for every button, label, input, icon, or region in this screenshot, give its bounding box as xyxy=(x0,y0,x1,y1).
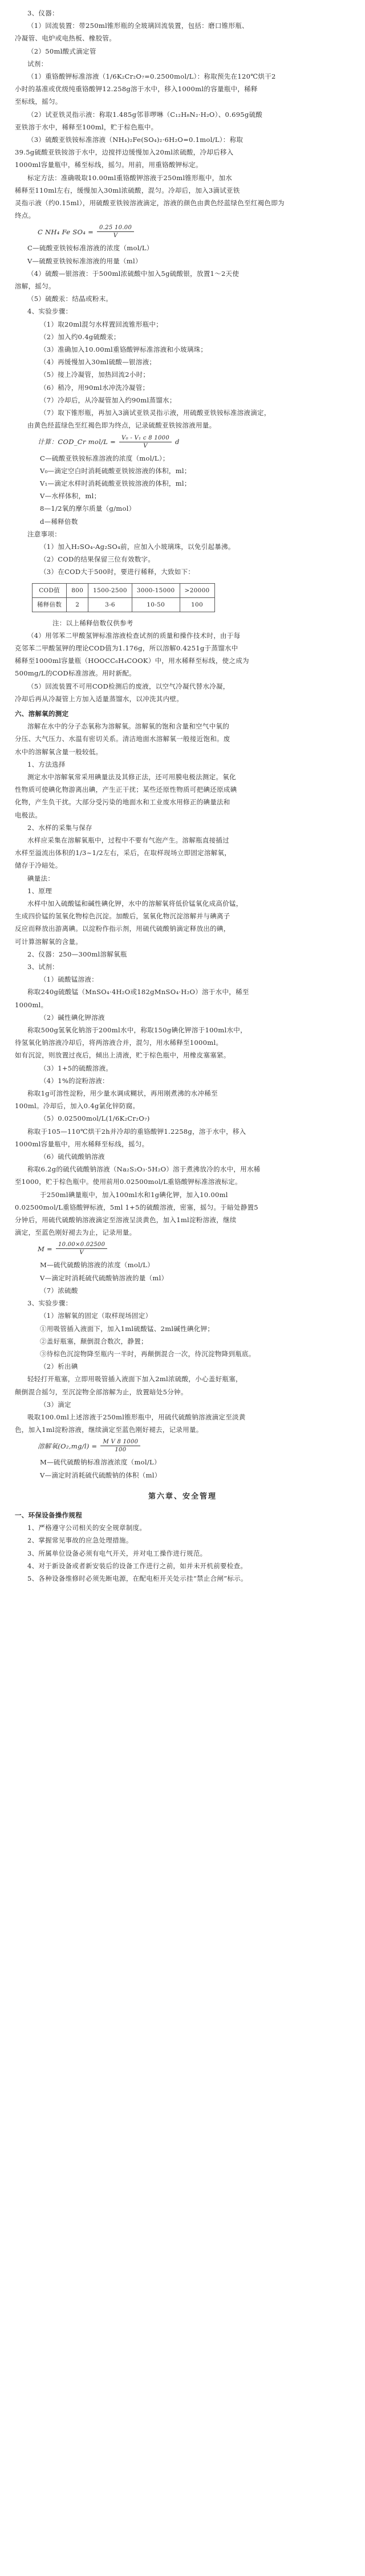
text-line: 水样中加入硫酸锰和碱性碘化钾，水中的溶解氧将低价锰氧化成高价锰， xyxy=(27,900,243,907)
text-line: （5）回流装置不可用COD检测后的废液，以空气冷凝代替水冷凝， xyxy=(27,682,230,690)
table-cell: 稀释倍数 xyxy=(33,597,67,612)
text-line: （2）试亚铁灵指示液：称取1.485g邻菲啰啉（C₁₂H₈N₂·H₂O）、0.695g硫酸 xyxy=(27,110,263,119)
do-variables-section xyxy=(15,1456,350,1481)
text-line: （2）碱性碘化钾溶液 xyxy=(40,1013,105,1022)
formula-lhs: C NH₄ Fe SO₄ = xyxy=(38,227,94,236)
chapter-title-safety: 第六章、安全管理 xyxy=(148,1492,217,1501)
safety-rules-section xyxy=(15,1521,350,1585)
table-cell: 3-6 xyxy=(88,597,132,612)
text-line: 4、对于新设备或者新安装后的设备工作进行之前，如并未开机前要检查。 xyxy=(27,1561,248,1570)
text-line: 称取于105—110℃烘干2h并冷却的重铬酸钾1.2258g，溶于水中，移入 xyxy=(27,1127,246,1136)
table-cell: 10-50 xyxy=(132,597,180,612)
formula-numerator: 0.25 10.00 xyxy=(97,224,134,232)
reagent-steps-section xyxy=(15,242,350,432)
text-line: 小时的基准或优级纯重铬酸钾12.258g溶于水中，移入1000ml的容量瓶中，稀释 xyxy=(15,85,258,93)
text-line: 终点。 xyxy=(15,211,35,220)
text-line: 水中的溶解氧含量一般较低。 xyxy=(15,747,103,756)
text-line: V—硫酸亚铁铵标准溶液的用量（ml） xyxy=(27,257,142,265)
text-line: （5）接上冷凝管，加热回流2小时； xyxy=(40,371,150,379)
text-line: 亚铁溶于水中，稀释至100ml，贮于棕色瓶中。 xyxy=(15,123,158,131)
text-line: 滴定，至蓝色刚好褪去为止，记录用量。 xyxy=(15,1228,136,1237)
text-line: 3、实验步骤： xyxy=(27,1299,72,1308)
table-cell: 800 xyxy=(67,583,88,597)
text-line: 5、各种设备维修时必须先断电源，在配电柜开关处示挂“禁止合闸”标示。 xyxy=(27,1574,248,1582)
cod-notes-continued xyxy=(15,617,350,705)
text-line: （2）50ml酸式滴定管 xyxy=(27,47,96,55)
section-title-dissolved-oxygen: 六、溶解氧的测定 xyxy=(15,709,69,718)
text-line: （6）稍冷，用90ml水冲洗冷凝管； xyxy=(40,383,149,392)
formula-suffix: d xyxy=(175,437,180,446)
text-line: 称取1g可溶性淀粉，用少量水调成糊状，再用刚煮沸的水冲稀至 xyxy=(27,1089,218,1098)
text-line: （3）准确加入10.00ml重铬酸钾标准溶液和小玻璃珠； xyxy=(40,345,208,354)
text-line: 3、试剂： xyxy=(27,963,59,971)
text-line: V—滴定时消耗硫代硫酸钠溶液的量（ml） xyxy=(40,1273,168,1282)
text-line: 稀释至110ml左右，缓慢加入30ml浓硫酸，混匀。冷却后，加入3滴试亚铁 xyxy=(15,186,240,194)
text-line: C—硫酸亚铁铵标准溶液的浓度（mol/L） xyxy=(27,244,153,253)
text-line: 稀释至1000ml容量瓶（HOOCC₆H₄COOK）中，用水稀释至标线，使之成为 xyxy=(15,657,249,665)
text-line: 标定方法：准确吸取10.00ml重铬酸钾溶液于250ml锥形瓶中，加水 xyxy=(27,173,233,182)
text-line: 注意事项： xyxy=(27,530,61,538)
text-line: （1）硫酸锰溶液： xyxy=(40,975,99,984)
text-line: 溶解，摇匀。 xyxy=(15,282,55,291)
formula-dissolved-oxygen xyxy=(15,1438,350,1454)
table-row xyxy=(33,597,215,612)
text-line: （2）加入约0.4g硫酸汞； xyxy=(40,332,120,341)
formula-fraction xyxy=(119,434,172,450)
text-line: （2）析出碘 xyxy=(40,1362,78,1371)
do-steps-section xyxy=(15,1259,350,1436)
text-line: （1）溶解氧的固定（取样现场固定） xyxy=(40,1312,152,1320)
text-line: M—硫代硫酸钠标准溶液浓度（mol/L） xyxy=(40,1458,161,1467)
text-line: 试剂： xyxy=(27,59,48,68)
text-line: 颠倒混合摇匀，至沉淀物全部溶解为止，放置暗处5分钟。 xyxy=(15,1387,188,1396)
text-line: 电极法。 xyxy=(15,811,42,819)
instrument-reagent-section xyxy=(15,7,350,222)
cod-dilution-table xyxy=(32,583,215,612)
table-cell: 1500-2500 xyxy=(88,583,132,597)
text-line: 1000ml容量瓶中，稀至标线，摇匀。用前，用重铬酸钾标定。 xyxy=(15,161,202,169)
text-line: 可计算溶解氧的含量。 xyxy=(15,937,82,946)
text-line: 8—1/2氧的摩尔质量（g/mol） xyxy=(40,504,136,513)
text-line: 2、仪器：250—300ml溶解氧瓶 xyxy=(27,950,127,958)
formula-ferrous-concentration xyxy=(15,224,350,239)
formula-fraction xyxy=(56,1241,107,1256)
text-line: 称取6.2g的硫代硫酸钠溶液（Na₂S₂O₃·5H₂O）溶于煮沸放冷的水中，用水稀 xyxy=(27,1165,261,1174)
text-line: （7）冷却后，从冷凝管加入约90ml蒸馏水； xyxy=(40,396,176,404)
text-line: 称取240g硫酸锰（MnSO₄·4H₂O或182gMnSO₄·H₂O）溶于水中，稀至 xyxy=(27,988,249,996)
formula-lhs: M = xyxy=(38,1244,52,1253)
text-line: （2）COD的结果保留三位有效数字。 xyxy=(40,555,155,564)
text-line: 碘量法： xyxy=(27,874,55,882)
text-line: 克邻苯二甲酸氢钾的理论COD值为1.176g，所以溶解0.4251g于蒸馏水中 xyxy=(15,644,238,652)
text-line: 3、所属单位设备必须有电气开关，并对电工操作进行规范。 xyxy=(27,1549,207,1557)
formula-denominator: 100 xyxy=(115,1447,127,1454)
text-line: ②盖好瓶塞，颠倒混合数次，静置； xyxy=(40,1337,148,1345)
text-line: 2、掌握常见事故的应急处理措施。 xyxy=(27,1536,133,1545)
text-line: （5）0.02500mol/L(1/6K₂Cr₂O₇) xyxy=(40,1114,150,1123)
formula-denominator: V xyxy=(143,442,148,449)
text-line: 溶解在水中的分子态氧称为溶解氧。溶解氧的饱和含量和空气中氧的 xyxy=(27,722,229,731)
text-line: 轻轻打开瓶塞，立即用吸管插入液面下加入2ml浓硫酸，小心盖好瓶塞， xyxy=(27,1375,242,1383)
formula-cod xyxy=(15,434,350,450)
text-line: （1）回流装置：带250ml锥形瓶的全玻璃回流装置，包括：磨口锥形瓶、 xyxy=(27,22,249,30)
text-line: 1000ml。 xyxy=(15,1000,48,1009)
formula-denominator: V xyxy=(79,1250,84,1256)
text-line: （1）加入H₂SO₄-Ag₂SO₄前，应加入小玻璃珠，以免引起暴沸。 xyxy=(40,542,235,551)
text-line: V—水样体积，ml； xyxy=(40,492,101,500)
formula-numerator: 10.00×0.02500 xyxy=(56,1241,107,1249)
section-title-equipment-rules: 一、环保设备操作规程 xyxy=(15,1511,82,1519)
text-line: 3、仪器： xyxy=(27,9,59,17)
text-line: 2、水样的采集与保存 xyxy=(27,823,92,832)
text-line: 至1000，贮于棕色瓶中。使用前用0.02500mol/L重铬酸钾标准溶液标定。 xyxy=(15,1178,242,1186)
text-line: ①用吸管插入液面下，加入1ml硫酸锰、2ml碱性碘化钾； xyxy=(40,1324,214,1333)
formula-fraction xyxy=(97,224,134,239)
text-line: ③待棕色沉淀物降至瓶内一半时，再颠倒混合一次，待沉淀物降到瓶底。 xyxy=(40,1349,256,1358)
text-line: V₁—滴定水样时消耗硫酸亚铁铵溶液的体积，ml； xyxy=(40,479,191,487)
formula-lhs: 溶解氧(O₂,mg/l) = xyxy=(38,1442,98,1450)
text-line: 性物质可使碘化物游离出碘，产生正干扰；某些还原性物质可把碘还原成碘 xyxy=(15,786,237,794)
formula-lhs: 计算：COD_Cr mol/L = xyxy=(38,437,116,446)
table-cell: COD值 xyxy=(33,583,67,597)
text-line: 如有沉淀，则放置过夜后，倾出上清液，贮于棕色瓶中，用橡皮塞塞紧。 xyxy=(15,1051,230,1060)
text-line: （5）硫酸汞：结晶或粉末。 xyxy=(27,295,113,303)
formula-fraction xyxy=(100,1438,140,1454)
text-line: d—稀释倍数 xyxy=(40,517,78,526)
text-line: （6）硫代硫酸钠溶液 xyxy=(40,1153,105,1161)
text-line: 冷却后再从冷凝管上方加入适量蒸馏水，以冲洗其内壁。 xyxy=(15,694,183,703)
text-line: 于250ml碘量瓶中，加入100ml水和1g碘化钾，加入10.00ml xyxy=(40,1190,228,1199)
text-line: 1、原理 xyxy=(27,886,52,895)
text-line: （1）重铬酸钾标准溶液（1/6K₂Cr₂O₇=0.2500mol/L）：称取预先在120℃烘干2 xyxy=(27,72,276,81)
text-line: 称取500g氢氧化钠溶于200ml水中，称取150g碘化钾溶于100ml水中， xyxy=(27,1026,247,1035)
text-line: 4、实验步骤： xyxy=(27,307,72,316)
text-line: C—硫酸亚铁铵标准溶液的浓度（mol/L）； xyxy=(40,454,169,462)
text-line: 生成四价锰的氢氧化物棕色沉淀。加酸后，氢氧化物沉淀溶解并与碘离子 xyxy=(15,912,230,921)
formula-numerator: M V 8 1000 xyxy=(100,1438,140,1446)
text-line: 0.02500mol/L重铬酸钾标液，5ml 1+5的硫酸溶液，密塞，摇匀。于暗处静置5 xyxy=(15,1203,258,1211)
text-line: 1、方法选择 xyxy=(27,760,66,768)
table-cell: 100 xyxy=(180,597,214,612)
text-line: （1）取20ml混匀水样置回流锥形瓶中； xyxy=(40,320,163,328)
text-line: 化物，产生负干扰。大部分受污染的地面水和工业废水用修正的碘量法和 xyxy=(15,798,230,807)
text-line: 反应而释放出游离碘。以淀粉作指示剂，用硫代硫酸钠滴定释放出的碘， xyxy=(15,925,230,933)
text-line: （3）滴定 xyxy=(40,1400,71,1409)
table-cell: 3000-15000 xyxy=(132,583,180,597)
text-line: M—硫代硫酸钠溶液的浓度（mol/L） xyxy=(40,1261,154,1269)
text-line: 水样应采集在溶解氧瓶中，过程中不要有气泡产生。溶解瓶直接插过 xyxy=(27,836,229,844)
text-line: （7）浓硫酸 xyxy=(40,1286,78,1295)
text-line: （4）用邻苯二甲酸氢钾标准溶液检查试剂的质量和操作技术时，由于每 xyxy=(27,631,241,640)
text-line: 100ml。冷却后，加入0.4g氯化锌防腐。 xyxy=(15,1102,140,1110)
text-line: 500mg/L的COD标准溶液。用时新配。 xyxy=(15,669,136,678)
dissolved-oxygen-section xyxy=(15,720,350,1239)
text-line: 水样至溢流出体积的1/3~1/2左右，采后，在取样现场立即固定溶解氧， xyxy=(15,849,232,857)
text-line: 待氢氧化钠溶液冷却后，将两溶液合并，混匀，用水稀释至1000ml。 xyxy=(15,1039,223,1047)
text-line: 色，加入1ml淀粉溶液，继续滴定至蓝色刚好褪去，记录用量。 xyxy=(15,1426,203,1434)
text-line: （4）再缓慢加入30ml硫酸—银溶液； xyxy=(40,358,156,367)
text-line: 注：以上稀释倍数仅供参考 xyxy=(52,618,133,627)
text-line: 39.5g硫酸亚铁铵溶于水中，边搅拌边缓慢加入20ml浓硫酸，冷却后移入 xyxy=(15,148,234,157)
text-line: 至标线，摇匀。 xyxy=(15,97,62,106)
text-line: 分钟后，用硫代硫酸钠溶液滴定至溶液呈淡黄色，加入1ml淀粉溶液，继续 xyxy=(15,1216,237,1224)
text-line: V₀—滴定空白时消耗硫酸亚铁铵溶液的体积，ml； xyxy=(40,466,191,475)
text-line: （3）在COD大于500时，要进行稀释，大致如下： xyxy=(40,568,195,576)
text-line: （3）1+5的硫酸溶液。 xyxy=(40,1064,113,1072)
text-line: 1000ml容量瓶中，用水稀释至标线，摇匀。 xyxy=(15,1140,149,1148)
text-line: 由黄色经蓝绿色至红褐色即为终点，记录硫酸亚铁铵溶液用量。 xyxy=(27,421,216,430)
text-line: 储存于冷暗处。 xyxy=(15,861,62,870)
text-line: 冷凝管、电炉或电热板、橡胶管。 xyxy=(15,34,116,43)
text-line: V—滴定时消耗硫代硫酸钠的体积（ml） xyxy=(40,1471,161,1479)
text-line: 1、严格遵守公司相关的安全规章制度。 xyxy=(27,1524,147,1532)
text-line: （4）1%的淀粉溶液： xyxy=(40,1076,109,1085)
text-line: 测定水中溶解氧常采用碘量法及其修正法，还可用膜电极法测定。氧化 xyxy=(27,772,236,781)
formula-thiosulfate xyxy=(15,1241,350,1256)
text-line: 吸取100.0ml上述溶液于250ml锥形瓶中，用硫代硫酸钠溶液滴定至淡黄 xyxy=(27,1413,246,1421)
formula-denominator: V xyxy=(113,233,118,239)
table-row xyxy=(33,583,215,597)
text-line: （3）硫酸亚铁铵标准溶液（NH₄)₂Fe(SO₄)₂·6H₂O=0.1mol/L）：称取 xyxy=(27,136,244,144)
table-cell: >20000 xyxy=(180,583,214,597)
cod-notes-section xyxy=(15,452,350,579)
text-line: 分压、大气压力、水温有密切关系。清洁地面水溶解氧一般接近饱和。废 xyxy=(15,735,230,743)
text-line: （4）硫酸—银溶液：于500ml浓硫酸中加入5g硫酸银，放置1～2天使 xyxy=(27,269,240,278)
text-line: （7）取下锥形瓶，再加入3滴试亚铁灵指示液，用硫酸亚铁铵标准溶液滴定， xyxy=(40,409,271,417)
formula-numerator: V₀ - V₁ c 8 1000 xyxy=(119,434,172,442)
table-cell: 2 xyxy=(67,597,88,612)
text-line: 灵指示液（约0.15ml），用硫酸亚铁铵溶液滴定，溶液的颜色由黄色经蓝绿色至红褐色即为 xyxy=(15,199,285,207)
